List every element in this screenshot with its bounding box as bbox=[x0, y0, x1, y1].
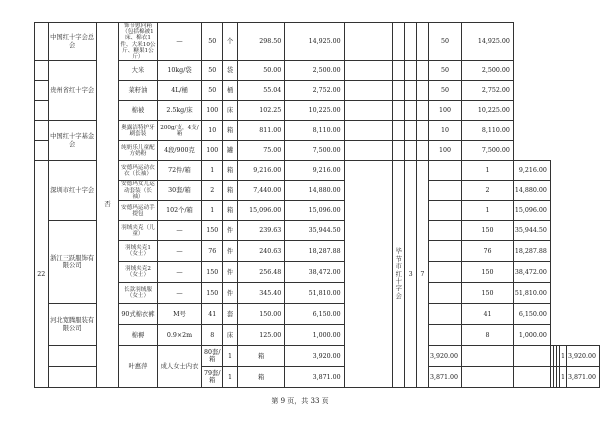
spec-cell: 2.5kg/床 bbox=[157, 101, 202, 121]
unit-cell: 件 bbox=[223, 283, 238, 304]
received-total-cell: 51,810.00 bbox=[513, 283, 550, 304]
qty-cell: 1 bbox=[202, 201, 223, 221]
total-cell: 2,500.00 bbox=[285, 61, 344, 81]
unit-cell: 件 bbox=[223, 241, 238, 262]
received-total-cell: 15,096.00 bbox=[513, 201, 550, 221]
col3-cell: 否 bbox=[96, 23, 119, 388]
qty-cell: 1 bbox=[223, 346, 238, 367]
qty-cell: 50 bbox=[202, 23, 223, 61]
received-qty-cell: 1 bbox=[462, 161, 514, 181]
unit-cell: 套 bbox=[223, 304, 238, 325]
received-qty-cell: 1 bbox=[559, 367, 566, 388]
item-cell: 大米 bbox=[119, 61, 157, 81]
table-row bbox=[35, 81, 600, 101]
received-total-cell: 38,472.00 bbox=[513, 262, 550, 283]
qty-cell: 150 bbox=[202, 262, 223, 283]
donor-cell: 中国红十字会总会 bbox=[48, 23, 96, 61]
total-cell: 6,150.00 bbox=[285, 304, 344, 325]
total-cell: 1,000.00 bbox=[285, 325, 344, 346]
total-cell: 51,810.00 bbox=[285, 283, 344, 304]
table-row bbox=[35, 61, 600, 81]
qty-cell: 50 bbox=[202, 61, 223, 81]
spec-cell: 10kg/袋 bbox=[157, 61, 202, 81]
received-qty-cell: 2 bbox=[462, 181, 514, 201]
spec-cell: — bbox=[157, 221, 202, 241]
spec-cell: — bbox=[157, 23, 202, 61]
item-cell: 90式棉衣裤 bbox=[119, 304, 157, 325]
received-qty-cell: 100 bbox=[429, 141, 462, 161]
total-cell: 38,472.00 bbox=[285, 262, 344, 283]
spec-cell: 0.9×2m bbox=[157, 325, 202, 346]
total-cell: 10,225.00 bbox=[285, 101, 344, 121]
qty-cell: 10 bbox=[202, 121, 223, 141]
item-cell: 饰节慰问箱（包括棉被1床、棉衣1件、大米10公斤、糖果1公斤） bbox=[120, 23, 156, 61]
received-total-cell: 2,500.00 bbox=[462, 61, 514, 81]
donation-table-region bbox=[34, 22, 600, 388]
table-row bbox=[35, 23, 600, 61]
unit-cell: 箱 bbox=[223, 161, 238, 181]
table-row bbox=[35, 283, 600, 304]
total-cell: 18,287.88 bbox=[285, 241, 344, 262]
qty-cell: 41 bbox=[202, 304, 223, 325]
item-cell: 成人女士内衣 bbox=[157, 346, 202, 388]
price-cell: 150.00 bbox=[237, 304, 284, 325]
received-total-cell: 14,925.00 bbox=[462, 23, 514, 61]
unit-cell: 罐 bbox=[223, 141, 238, 161]
unit-cell: 床 bbox=[223, 325, 238, 346]
price-cell: 125.00 bbox=[237, 325, 284, 346]
received-qty-cell: 1 bbox=[559, 346, 566, 367]
total-cell: 35,944.50 bbox=[285, 221, 344, 241]
price-cell: 345.40 bbox=[237, 283, 284, 304]
item-cell: 奥露洁特护牙刷套装 bbox=[119, 121, 157, 141]
price-cell: 50.00 bbox=[237, 61, 284, 81]
donor-cell: 叶惠萍 bbox=[119, 346, 157, 388]
qty-cell: 50 bbox=[202, 81, 223, 101]
qty-cell: 8 bbox=[202, 325, 223, 346]
table-row bbox=[35, 304, 600, 325]
unit-cell: 床 bbox=[223, 101, 238, 121]
price-cell: 102.25 bbox=[237, 101, 284, 121]
unit-cell: 件 bbox=[223, 262, 238, 283]
price-cell: 240.63 bbox=[237, 241, 284, 262]
item-cell: 菜籽油 bbox=[119, 81, 157, 101]
received-qty-cell: 100 bbox=[429, 101, 462, 121]
qty-cell: 100 bbox=[202, 141, 223, 161]
spec-cell: 79套/箱 bbox=[202, 367, 223, 388]
unit-cell: 箱 bbox=[237, 367, 284, 388]
table-row bbox=[35, 346, 600, 367]
table-row bbox=[35, 325, 600, 346]
received-qty-cell: 10 bbox=[429, 121, 462, 141]
received-total-cell: 3,871.00 bbox=[566, 367, 599, 388]
recipient-c2-cell: 7 bbox=[416, 161, 428, 388]
item-cell: 安德玛女儿运动套装（长袖） bbox=[119, 181, 157, 201]
received-total-cell: 9,216.00 bbox=[513, 161, 550, 181]
received-total-cell: 8,110.00 bbox=[462, 121, 514, 141]
item-cell: 羽绒夹克2（女士） bbox=[119, 262, 157, 283]
recipient-org-cell: 毕节市红十字会 bbox=[393, 161, 405, 388]
price-cell: 298.50 bbox=[237, 23, 284, 61]
spec-cell: 200g/支，4支/箱 bbox=[157, 121, 202, 141]
item-cell: 安德玛运动衣衣（长袖） bbox=[119, 161, 157, 181]
unit-cell: 个 bbox=[223, 23, 238, 61]
qty-cell: 76 bbox=[202, 241, 223, 262]
item-cell: 长款羽绒服（女士） bbox=[119, 283, 157, 304]
row-number-cell: 22 bbox=[35, 161, 49, 388]
donor-cell: 中国红十字基金会 bbox=[48, 121, 96, 161]
received-total-cell: 35,944.50 bbox=[513, 221, 550, 241]
spec-cell: 80套/箱 bbox=[202, 346, 223, 367]
qty-cell: 100 bbox=[202, 101, 223, 121]
qty-cell: 150 bbox=[202, 283, 223, 304]
unit-cell: 桶 bbox=[223, 81, 238, 101]
price-cell: 7,440.00 bbox=[237, 181, 284, 201]
received-qty-cell: 50 bbox=[429, 81, 462, 101]
qty-cell: 1 bbox=[223, 367, 238, 388]
total-cell: 7,500.00 bbox=[285, 141, 344, 161]
unit-cell: 箱 bbox=[223, 181, 238, 201]
total-cell: 2,752.00 bbox=[285, 81, 344, 101]
table-row bbox=[35, 241, 600, 262]
total-cell: 14,925.00 bbox=[285, 23, 344, 61]
spec-cell: 4段/900克 bbox=[157, 141, 202, 161]
table-row bbox=[35, 161, 600, 181]
received-total-cell: 14,880.00 bbox=[513, 181, 550, 201]
price-cell: 811.00 bbox=[237, 121, 284, 141]
received-total-cell: 7,500.00 bbox=[462, 141, 514, 161]
spec-cell: — bbox=[157, 283, 202, 304]
total-cell: 15,096.00 bbox=[285, 201, 344, 221]
recipient-c1-cell: 3 bbox=[405, 161, 416, 388]
received-qty-cell: 50 bbox=[429, 23, 462, 61]
received-total-cell: 6,150.00 bbox=[513, 304, 550, 325]
received-qty-cell: 41 bbox=[462, 304, 514, 325]
unit-cell: 件 bbox=[223, 221, 238, 241]
page-number: 第 9 页，共 33 页 bbox=[271, 397, 329, 405]
received-qty-cell: 150 bbox=[462, 262, 514, 283]
item-cell: 纯奶乐儿童配方奶粉 bbox=[119, 141, 157, 161]
received-qty-cell: 150 bbox=[462, 283, 514, 304]
spec-cell: 102个/箱 bbox=[157, 201, 202, 221]
donor-cell: 深圳市红十字会 bbox=[48, 161, 96, 221]
total-cell: 9,216.00 bbox=[285, 161, 344, 181]
donor-cell: 河北宽腾服装有限公司 bbox=[48, 304, 96, 346]
price-cell: 3,920.00 bbox=[285, 346, 344, 367]
total-cell: 14,880.00 bbox=[285, 181, 344, 201]
item-cell: 安德玛运动手提包 bbox=[119, 201, 157, 221]
unit-cell: 箱 bbox=[223, 121, 238, 141]
table-row bbox=[35, 181, 600, 201]
table-row bbox=[35, 101, 600, 121]
received-total-cell: 1,000.00 bbox=[513, 325, 550, 346]
total-cell: 8,110.00 bbox=[285, 121, 344, 141]
item-cell: 羽绒夹克（儿童） bbox=[119, 221, 157, 241]
spec-cell: 4L/桶 bbox=[157, 81, 202, 101]
qty-cell: 150 bbox=[202, 221, 223, 241]
table-row bbox=[35, 221, 600, 241]
spec-cell: 30套/箱 bbox=[157, 181, 202, 201]
donor-cell: 浙江三跃服饰有限公司 bbox=[48, 221, 96, 304]
received-total-cell: 2,752.00 bbox=[462, 81, 514, 101]
received-qty-cell: 1 bbox=[462, 201, 514, 221]
total-cell: 3,920.00 bbox=[429, 346, 462, 367]
received-total-cell: 10,225.00 bbox=[462, 101, 514, 121]
unit-cell: 箱 bbox=[223, 201, 238, 221]
spec-cell: — bbox=[157, 262, 202, 283]
total-cell: 3,871.00 bbox=[429, 367, 462, 388]
table-row bbox=[35, 201, 600, 221]
qty-cell: 2 bbox=[202, 181, 223, 201]
price-cell: 75.00 bbox=[237, 141, 284, 161]
received-total-cell: 18,287.88 bbox=[513, 241, 550, 262]
spec-cell: — bbox=[157, 241, 202, 262]
unit-cell: 箱 bbox=[237, 346, 284, 367]
price-cell: 256.48 bbox=[237, 262, 284, 283]
price-cell: 3,871.00 bbox=[285, 367, 344, 388]
price-cell: 15,096.00 bbox=[237, 201, 284, 221]
received-qty-cell: 50 bbox=[429, 61, 462, 81]
unit-cell: 袋 bbox=[223, 61, 238, 81]
price-cell: 239.63 bbox=[237, 221, 284, 241]
received-qty-cell: 150 bbox=[462, 221, 514, 241]
received-total-cell: 3,920.00 bbox=[566, 346, 599, 367]
item-cell: 棉褥 bbox=[119, 325, 157, 346]
donation-table bbox=[34, 22, 600, 388]
item-cell: 棉被 bbox=[119, 101, 157, 121]
received-qty-cell: 76 bbox=[462, 241, 514, 262]
donor-cell: 贵州省红十字会 bbox=[48, 61, 96, 121]
table-row bbox=[35, 141, 600, 161]
price-cell: 55.04 bbox=[237, 81, 284, 101]
qty-cell: 1 bbox=[202, 161, 223, 181]
price-cell: 9,216.00 bbox=[237, 161, 284, 181]
item-cell: 羽绒夹克1（女士） bbox=[119, 241, 157, 262]
spec-cell: M号 bbox=[157, 304, 202, 325]
table-row bbox=[35, 121, 600, 141]
received-qty-cell: 8 bbox=[462, 325, 514, 346]
spec-cell: 72件/箱 bbox=[157, 161, 202, 181]
table-row bbox=[35, 262, 600, 283]
